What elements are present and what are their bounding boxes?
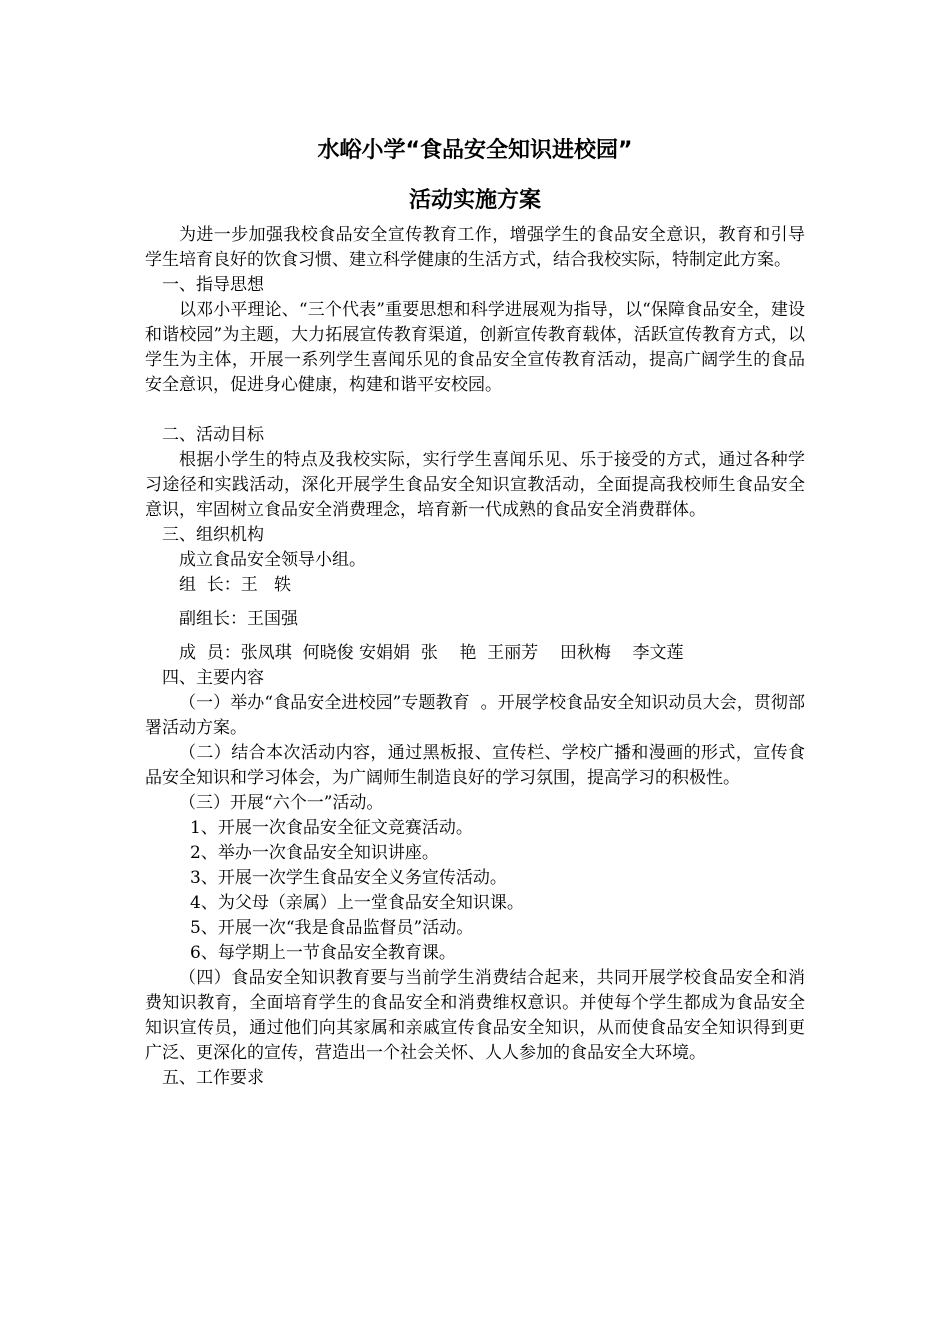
intro-paragraph: 为进一步加强我校食品安全宣传教育工作，增强学生的食品安全意识，教育和引导学生培育良好的饮食习惯、建立科学健康的生活方式，结合我校实际，特制定此方案。 xyxy=(145,225,805,270)
sub-item-1: 1、开展一次食品安全征文竞赛活动。 xyxy=(190,818,473,838)
sub-item-2: 2、举办一次食品安全知识讲座。 xyxy=(190,843,439,863)
section-heading-activity-goals: 二、活动目标 xyxy=(162,425,264,445)
section-heading-main-content: 四、主要内容 xyxy=(162,668,264,688)
content-item-2: （二）结合本次活动内容，通过黑板报、宣传栏、学校广播和漫画的形式，宣传食品安全知识和学习体会，为广阔师生制造良好的学习氛围，提高学习的积极性。 xyxy=(145,743,805,788)
activity-goals-paragraph: 根据小学生的特点及我校实际，实行学生喜闻乐见、乐于接受的方式，通过各种学习途径和实践活动，深化开展学生食品安全知识宣教活动，全面提高我校师生食品安全意识，牢固树立食品安全消费理念，培育新一代成熟的食品安全消费群体。 xyxy=(145,450,805,520)
content-item-3: （三）开展“六个一”活动。 xyxy=(179,793,384,813)
sub-item-4: 4、为父母（亲属）上一堂食品安全知识课。 xyxy=(190,893,524,913)
vice-leader-line: 副组长：王国强 xyxy=(179,609,298,629)
content-item-1: （一）举办“食品安全进校园”专题教育 。开展学校食品安全知识动员大会，贯彻部署活动方案。 xyxy=(145,693,805,738)
document-title-line2: 活动实施方案 xyxy=(408,188,541,213)
sub-item-3: 3、开展一次学生食品安全义务宣传活动。 xyxy=(190,868,507,888)
section-heading-guiding-ideology: 一、指导思想 xyxy=(162,275,264,295)
section-heading-organization: 三、组织机构 xyxy=(162,525,264,545)
group-leader-line: 组 长：王 轶 xyxy=(179,575,292,595)
sub-item-5: 5、开展一次“我是食品监督员”活动。 xyxy=(190,918,474,938)
members-line: 成 员：张凤琪 何晓俊 安娟娟 张 艳 王丽芳 田秋梅 李文莲 xyxy=(179,643,684,663)
document-title-line1: 水峪小学“食品安全知识进校园” xyxy=(317,138,633,163)
sub-item-6: 6、每学期上一节食品安全教育课。 xyxy=(190,943,456,963)
section-heading-work-requirements: 五、工作要求 xyxy=(162,1068,264,1088)
content-item-4: （四）食品安全知识教育要与当前学生消费结合起来，共同开展学校食品安全和消费知识教育，全面培育学生的食品安全和消费维权意识。并使每个学生都成为食品安全知识宣传员，通过他们向其家属和亲戚宣传食品安全知识，从而使食品安全知识得到更广泛、更深化的宣传，营造出一个社会关怀、人人参加的食品安全大环境。 xyxy=(145,968,805,1063)
organization-paragraph: 成立食品安全领导小组。 xyxy=(179,550,366,570)
guiding-ideology-paragraph: 以邓小平理论、“三个代表”重要思想和科学进展观为指导，以“保障食品安全，建设和谐校园”为主题，大力拓展宣传教育渠道，创新宣传教育载体，活跃宣传教育方式，以学生为主体，开展一系列学生喜闻乐见的食品安全宣传教育活动，提高广阔学生的食品安全意识，促进身心健康，构建和谐平安校园。 xyxy=(145,300,805,395)
document-body xyxy=(145,223,805,1091)
